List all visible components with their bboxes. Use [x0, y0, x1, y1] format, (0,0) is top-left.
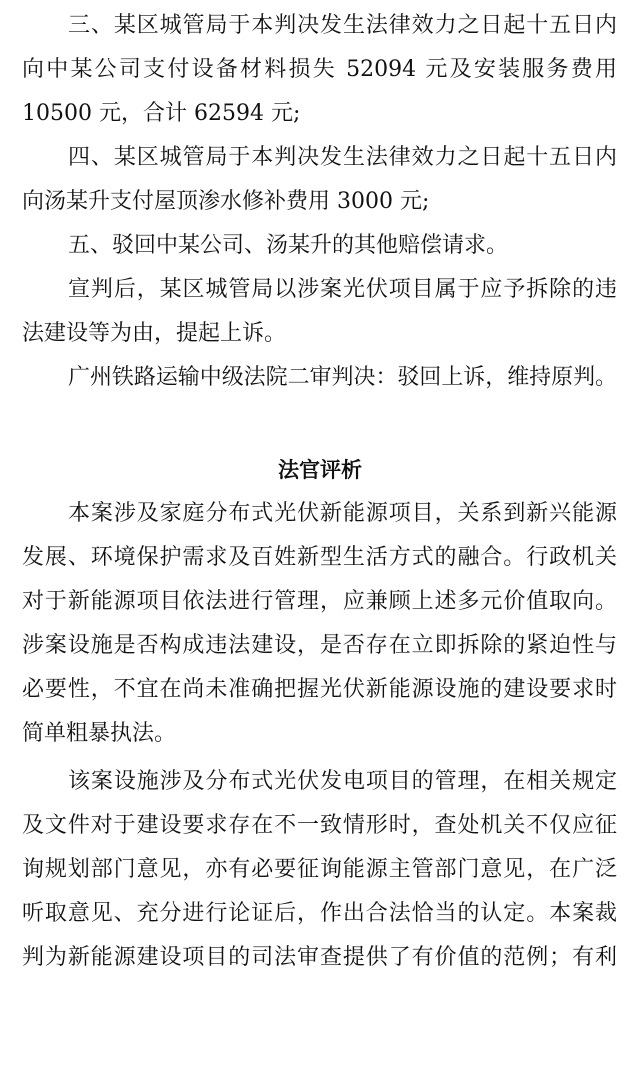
paragraph-line: 发展、环境保护需求及百姓新型生活方式的融合。行政机关	[22, 545, 617, 570]
paragraph-line: 10500 元，合计 62594 元;	[22, 101, 301, 126]
paragraph-line: 对于新能源项目依法进行管理，应兼顾上述多元价值取向。	[22, 589, 617, 614]
paragraph-line: 询规划部门意见，亦有必要征询能源主管部门意见，在广泛	[22, 857, 617, 882]
paragraph-line: 四、某区城管局于本判决发生法律效力之日起十五日内	[68, 145, 617, 170]
paragraph-line: 简单粗暴执法。	[22, 721, 177, 746]
paragraph-line: 五、驳回中某公司、汤某升的其他赔偿请求。	[68, 233, 509, 258]
paragraph-line: 及文件对于建设要求存在不一致情形时，查处机关不仅应征	[22, 813, 617, 838]
paragraph-line: 涉案设施是否构成违法建设，是否存在立即拆除的紧迫性与	[22, 633, 617, 658]
paragraph-line: 本案涉及家庭分布式光伏新能源项目，关系到新兴能源	[68, 501, 617, 526]
paragraph-line: 宣判后，某区城管局以涉案光伏项目属于应予拆除的违	[68, 277, 617, 302]
section-heading: 法官评析	[278, 457, 362, 482]
paragraph-line: 广州铁路运输中级法院二审判决：驳回上诉，维持原判。	[68, 365, 618, 390]
paragraph-line: 三、某区城管局于本判决发生法律效力之日起十五日内	[68, 13, 617, 38]
paragraph-line: 判为新能源建设项目的司法审查提供了有价值的范例；有利	[22, 945, 617, 970]
paragraph-line: 法建设等为由，提起上诉。	[22, 321, 287, 346]
paragraph-line: 听取意见、充分进行论证后，作出合法恰当的认定。本案裁	[22, 901, 617, 926]
paragraph-line: 向汤某升支付屋顶渗水修补费用 3000 元;	[22, 189, 430, 214]
paragraph-line: 向中某公司支付设备材料损失 52094 元及安装服务费用	[22, 57, 617, 82]
paragraph-line: 必要性，不宜在尚未准确把握光伏新能源设施的建设要求时	[22, 677, 617, 702]
paragraph-line: 该案设施涉及分布式光伏发电项目的管理，在相关规定	[68, 769, 617, 794]
